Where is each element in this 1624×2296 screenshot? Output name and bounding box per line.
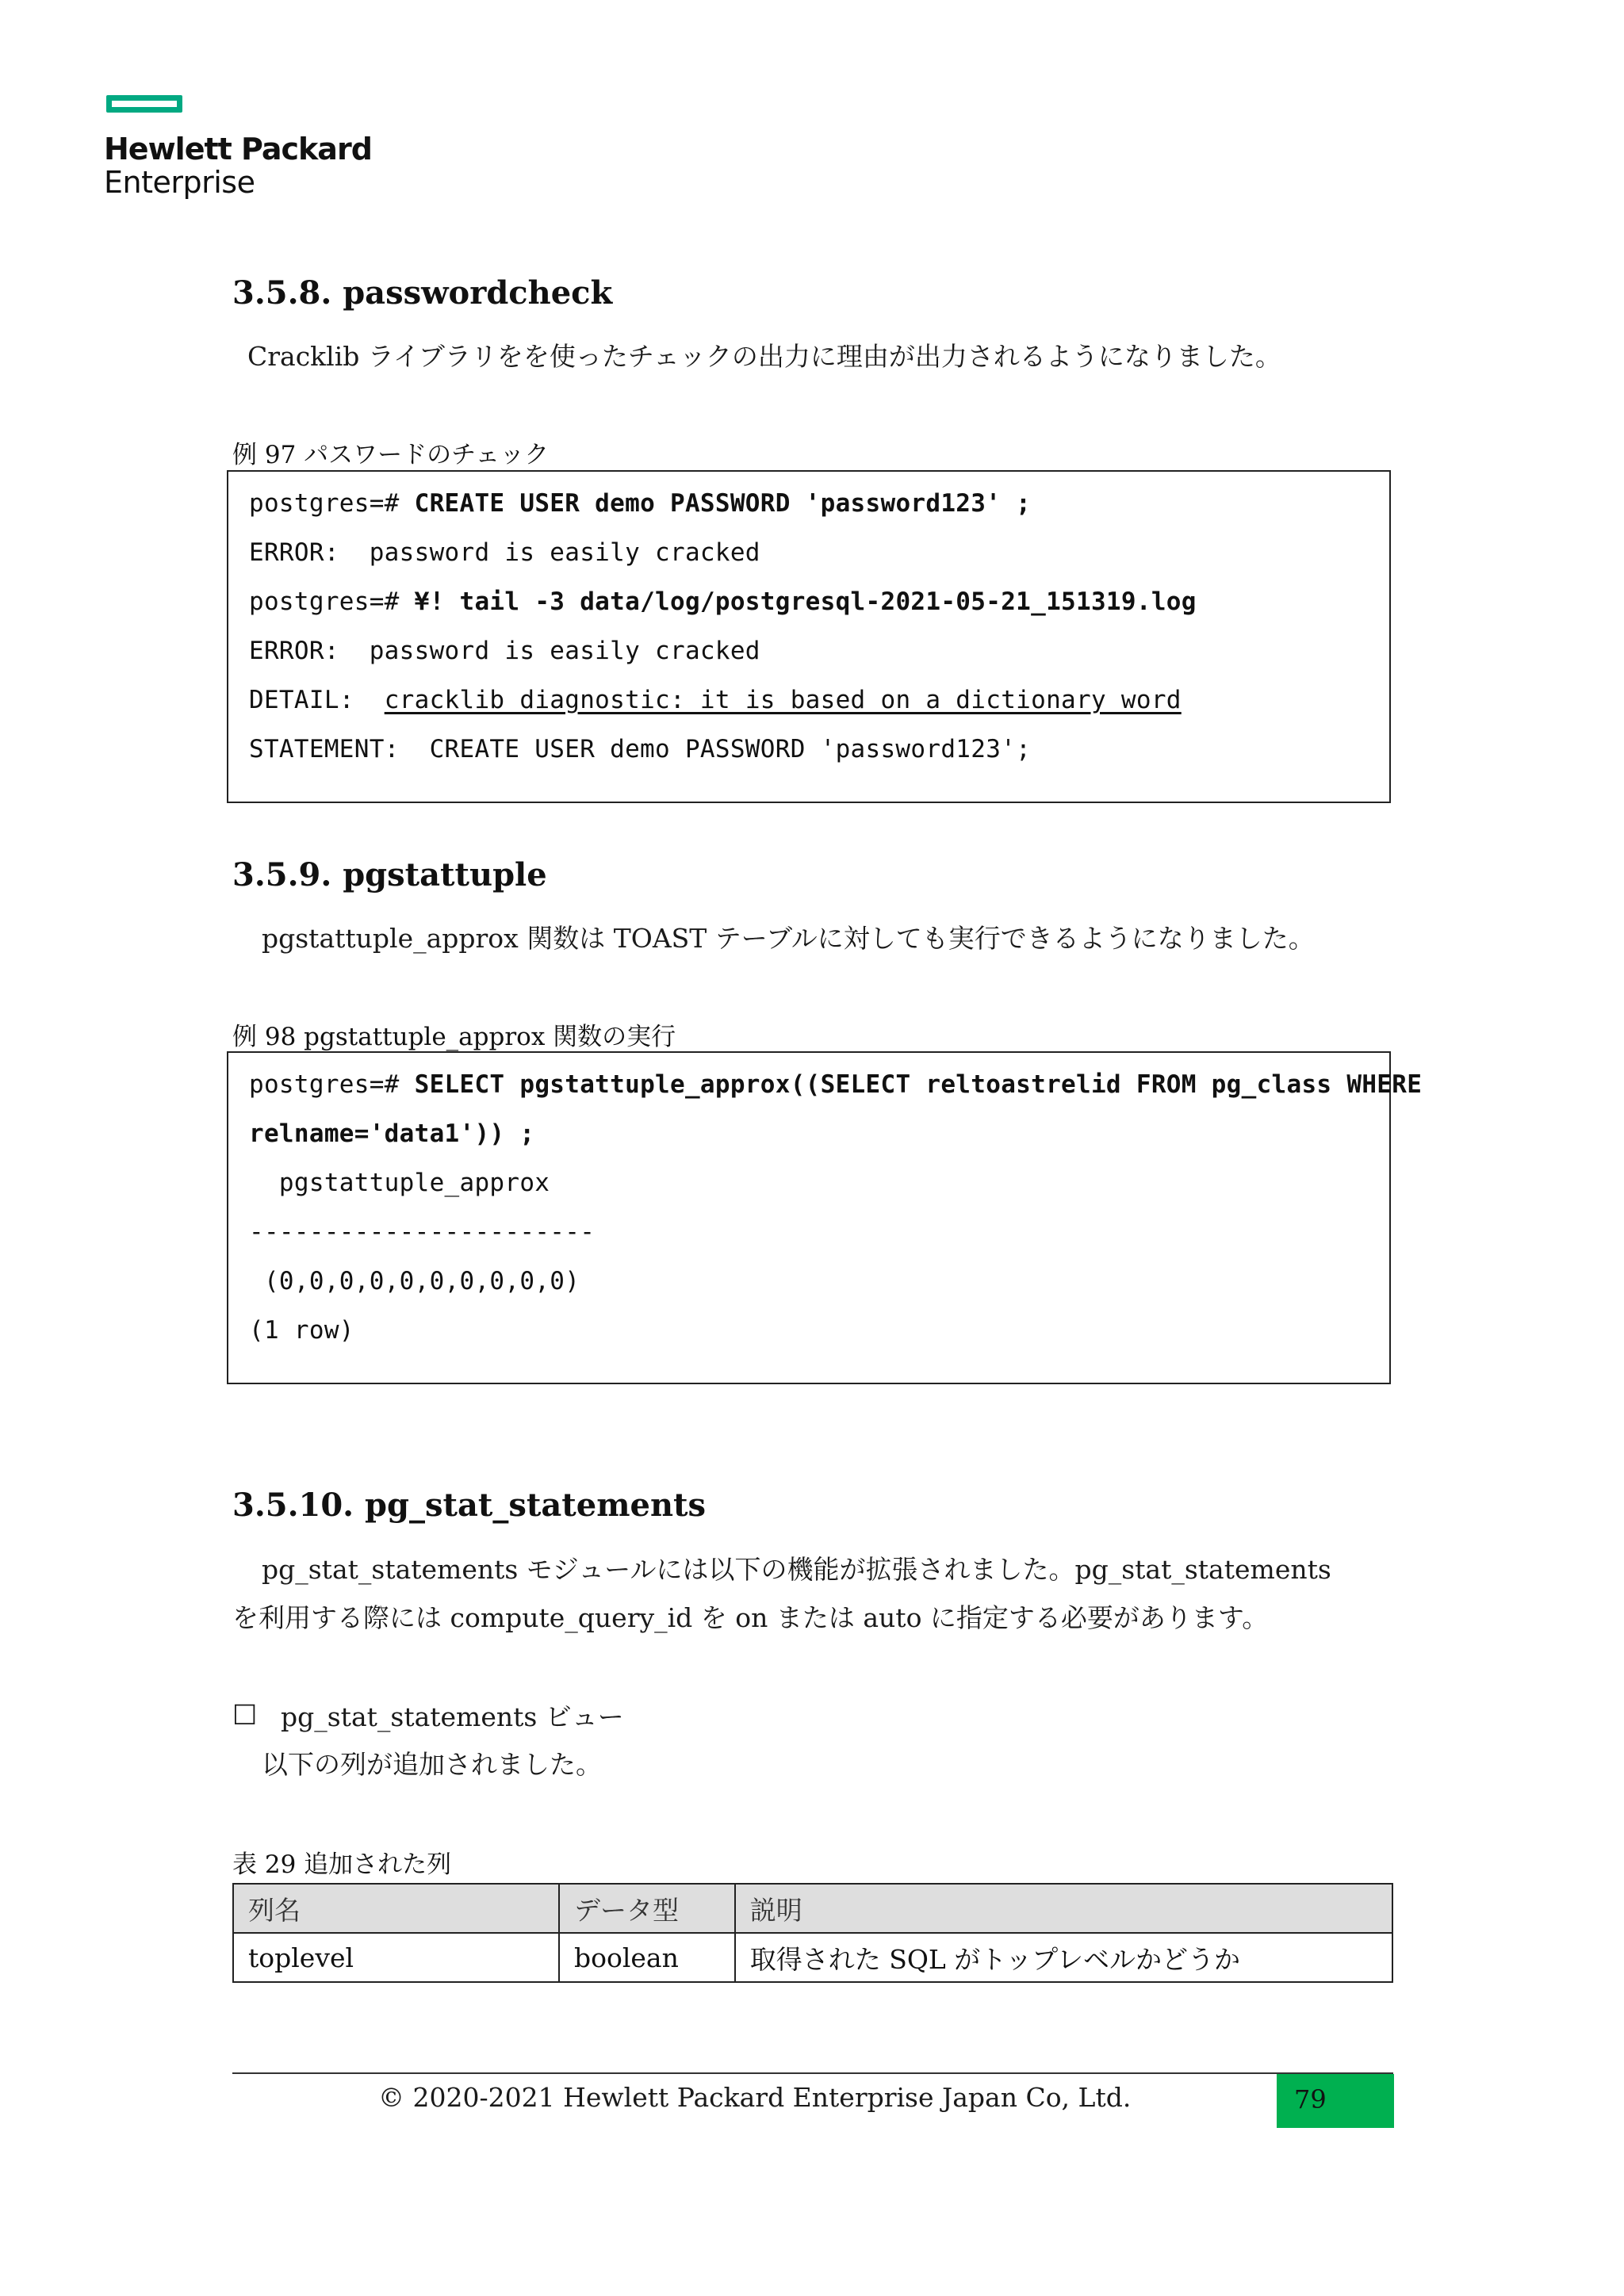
code-line: (0,0,0,0,0,0,0,0,0,0) (249, 1267, 580, 1295)
code-line (249, 488, 1031, 519)
logo-text-enterprise: Enterprise (104, 165, 255, 200)
code-line: ERROR: password is easily cracked (249, 637, 760, 665)
code-prompt: postgres=# (249, 587, 415, 616)
table-header-row (233, 1884, 1392, 1933)
table-cell: 取得された SQL がトップレベルかどうか (735, 1933, 1392, 1982)
table-header-cell: 列名 (233, 1884, 559, 1933)
section-body-passwordcheck: Cracklib ライブラリをを使ったチェックの出力に理由が出力されるようになりました。 (247, 341, 1281, 372)
table-caption-29: 表 29 追加された列 (232, 1850, 452, 1879)
checkbox-bullet-icon: □ (232, 1697, 258, 1728)
section-body-line2: を利用する際には compute_query_id を on または auto に指定する必要があります。 (232, 1602, 1269, 1633)
code-command: CREATE USER demo PASSWORD 'password123' ; (414, 489, 1032, 518)
section-body-line1: pg_stat_statements モジュールには以下の機能が拡張されました。pg_stat_statements (262, 1554, 1331, 1585)
section-heading-pgstattuple: 3.5.9. pgstattuple (232, 856, 547, 894)
example-caption-98: 例 98 pgstattuple_approx 関数の実行 (232, 1023, 676, 1051)
table-cell: boolean (559, 1933, 735, 1982)
section-heading-pg-stat-statements: 3.5.10. pg_stat_statements (232, 1487, 707, 1524)
table-header-cell: 説明 (735, 1884, 1392, 1933)
hpe-logo-rectangle (106, 95, 182, 113)
section-heading-passwordcheck: 3.5.8. passwordcheck (232, 274, 613, 312)
example-caption-97: 例 97 パスワードのチェック (232, 441, 550, 469)
code-line: ERROR: password is easily cracked (249, 538, 760, 567)
footer-copyright: © 2020-2021 Hewlett Packard Enterprise Japan Co, Ltd. (378, 2082, 1132, 2113)
code-command: ¥! tail -3 data/log/postgresql-2021-05-21_151319.log (414, 587, 1197, 616)
footer-divider (232, 2072, 1393, 2074)
section-body-pgstattuple: pgstattuple_approx 関数は TOAST テーブルに対しても実行できるようになりました。 (262, 923, 1315, 954)
code-line (249, 1069, 1422, 1100)
table-header-cell: データ型 (559, 1884, 735, 1933)
code-line (249, 586, 1197, 618)
page-number: 79 (1294, 2084, 1327, 2114)
table-cell: toplevel (233, 1933, 559, 1982)
code-line: (1 row) (249, 1316, 354, 1345)
code-line (249, 684, 1182, 716)
code-line: relname='data1')) ; (249, 1119, 535, 1148)
logo-text-hewlett-packard: Hewlett Packard (104, 132, 372, 166)
code-prompt: postgres=# (249, 1070, 415, 1099)
bullet-body: 以下の列が追加されました。 (262, 1749, 602, 1780)
code-box-passwordcheck (227, 470, 1391, 803)
code-line: pgstattuple_approx (249, 1169, 550, 1197)
code-label: DETAIL: (249, 686, 385, 714)
code-underlined-detail: cracklib diagnostic: it is based on a dictionary word (384, 686, 1182, 714)
table-row (233, 1933, 1392, 1982)
bullet-title: pg_stat_statements ビュー (281, 1701, 624, 1732)
code-line: ----------------------- (249, 1218, 596, 1246)
added-columns-table (232, 1883, 1393, 1983)
code-command: SELECT pgstattuple_approx((SELECT reltoastrelid FROM pg_class WHERE (414, 1070, 1423, 1099)
code-line: STATEMENT: CREATE USER demo PASSWORD 'password123'; (249, 735, 1032, 763)
code-prompt: postgres=# (249, 489, 415, 518)
code-box-pgstattuple (227, 1051, 1423, 1384)
